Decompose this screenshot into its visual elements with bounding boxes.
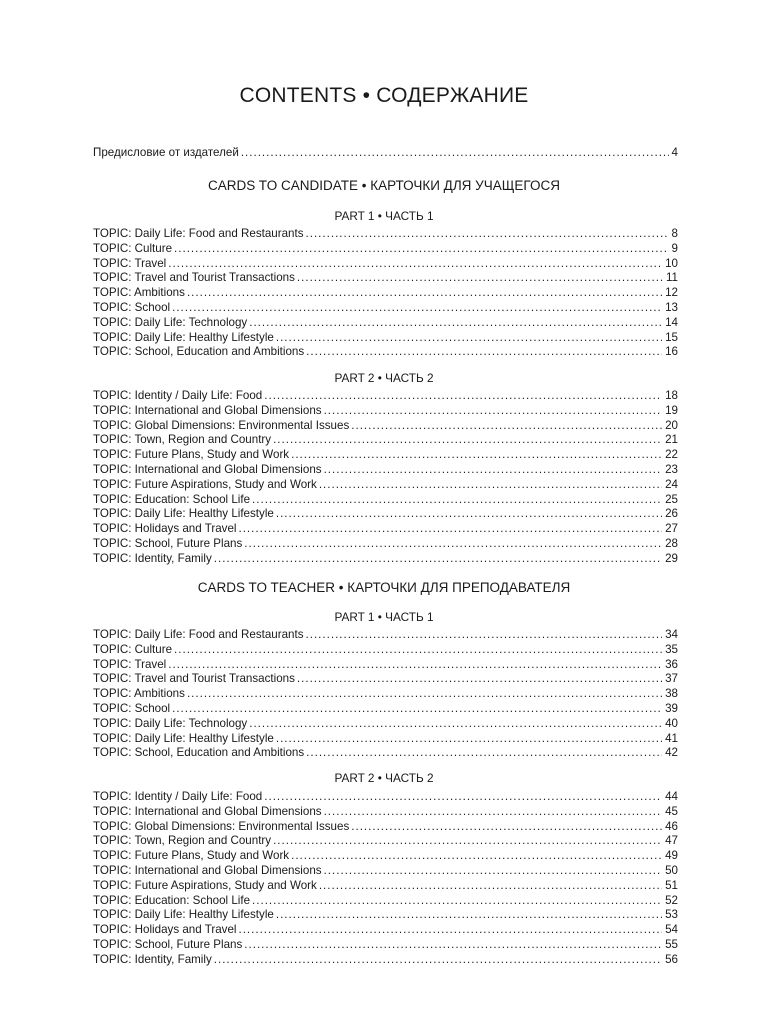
- toc-label: TOPIC: Future Aspirations, Study and Work: [93, 878, 317, 892]
- toc-label: TOPIC: Future Plans, Study and Work: [93, 849, 290, 863]
- toc-label: TOPIC: Daily Life: Food and Restaurants: [93, 628, 304, 641]
- toc-label: TOPIC: Holidays and Travel: [93, 923, 237, 937]
- toc-row[interactable]: [93, 316, 678, 331]
- section-heading-candidate: CARDS TO CANDIDATE • КАРТОЧКИ ДЛЯ УЧАЩЕГОСЯ: [208, 178, 560, 193]
- dot-leader: [252, 493, 662, 508]
- toc-list-candidate-part2: [93, 389, 678, 567]
- toc-row[interactable]: [93, 805, 678, 820]
- toc-row[interactable]: [93, 257, 678, 272]
- toc-row[interactable]: [93, 702, 678, 717]
- toc-page-number: 10: [665, 256, 678, 270]
- toc-label: TOPIC: Culture: [93, 642, 173, 656]
- toc-row[interactable]: [93, 493, 678, 508]
- toc-page-number: 42: [665, 746, 678, 760]
- toc-row[interactable]: [93, 478, 678, 493]
- toc-page-number: 16: [665, 345, 678, 359]
- toc-row[interactable]: [93, 463, 678, 478]
- toc-label: TOPIC: School, Education and Ambitions: [93, 345, 305, 359]
- toc-label: TOPIC: Education: School Life: [93, 893, 251, 907]
- dot-leader: [168, 257, 662, 272]
- dot-leader: [244, 938, 662, 953]
- dot-leader: [306, 227, 669, 242]
- dot-leader: [291, 448, 662, 463]
- toc-page-number: 35: [665, 642, 678, 656]
- toc-row[interactable]: [93, 894, 678, 909]
- toc-label: TOPIC: School, Future Plans: [93, 937, 243, 951]
- toc-row[interactable]: [93, 938, 678, 953]
- dot-leader: [214, 953, 662, 968]
- toc-page-number: 54: [665, 923, 678, 937]
- toc-label: TOPIC: Identity, Family: [93, 952, 212, 966]
- dot-leader: [214, 552, 662, 567]
- dot-leader: [276, 331, 662, 346]
- toc-row[interactable]: [93, 345, 678, 360]
- toc-label: TOPIC: Culture: [93, 241, 173, 255]
- dot-leader: [264, 389, 662, 404]
- toc-page-number: 25: [665, 492, 678, 506]
- dot-leader: [306, 746, 662, 761]
- dot-leader: [324, 864, 663, 879]
- toc-row[interactable]: [93, 448, 678, 463]
- dot-leader: [291, 849, 662, 864]
- toc-row[interactable]: [93, 146, 678, 161]
- toc-row[interactable]: [93, 908, 678, 923]
- dot-leader: [187, 286, 662, 301]
- dot-leader: [168, 658, 662, 673]
- toc-label: TOPIC: International and Global Dimensions: [93, 403, 322, 417]
- toc-label: TOPIC: Travel and Tourist Transactions: [93, 271, 295, 285]
- toc-row[interactable]: [93, 864, 678, 879]
- toc-label: TOPIC: Future Plans, Study and Work: [93, 448, 290, 462]
- toc-page-number: 22: [665, 448, 678, 462]
- dot-leader: [297, 672, 662, 687]
- toc-row[interactable]: [93, 790, 678, 805]
- dot-leader: [297, 271, 663, 286]
- section-heading-teacher: CARDS TO TEACHER • КАРТОЧКИ ДЛЯ ПРЕПОДАВАТЕЛЯ: [197, 580, 571, 595]
- toc-row[interactable]: [93, 389, 678, 404]
- dot-leader: [174, 643, 662, 658]
- toc-label: TOPIC: Ambitions: [93, 286, 185, 300]
- toc-label: Предисловие от издателей: [93, 146, 239, 159]
- dot-leader: [238, 923, 662, 938]
- toc-row[interactable]: [93, 301, 678, 316]
- page-title: CONTENTS • СОДЕРЖАНИЕ: [239, 84, 529, 107]
- toc-row[interactable]: [93, 746, 678, 761]
- toc-page-number: 47: [665, 834, 678, 848]
- toc-row[interactable]: [93, 628, 678, 643]
- part-heading: PART 2 • ЧАСТЬ 2: [334, 371, 434, 385]
- dot-leader: [172, 301, 662, 316]
- dot-leader: [276, 732, 662, 747]
- dot-leader: [172, 702, 662, 717]
- toc-row[interactable]: [93, 522, 678, 537]
- part-heading: PART 1 • ЧАСТЬ 1: [334, 610, 434, 624]
- toc-row[interactable]: [93, 834, 678, 849]
- toc-page-number: 12: [665, 286, 678, 300]
- toc-page-number: 55: [665, 937, 678, 951]
- toc-label: TOPIC: Identity / Daily Life: Food: [93, 790, 263, 803]
- toc-page-number: 37: [665, 672, 678, 686]
- toc-row[interactable]: [93, 717, 678, 732]
- toc-row[interactable]: [93, 552, 678, 567]
- toc-label: TOPIC: School, Future Plans: [93, 536, 243, 550]
- dot-leader: [241, 146, 669, 161]
- toc-label: TOPIC: Town, Region and Country: [93, 834, 272, 848]
- part-heading: PART 2 • ЧАСТЬ 2: [334, 771, 434, 785]
- toc-page-number: 34: [665, 628, 678, 641]
- toc-label: TOPIC: International and Global Dimensions: [93, 863, 322, 877]
- toc-page-number: 46: [665, 819, 678, 833]
- dot-leader: [174, 242, 669, 257]
- toc-label: TOPIC: Daily Life: Technology: [93, 716, 248, 730]
- toc-page-number: 51: [665, 878, 678, 892]
- toc-page-number: 44: [665, 790, 678, 803]
- toc-label: TOPIC: School: [93, 300, 171, 314]
- toc-row[interactable]: [93, 820, 678, 835]
- toc-label: TOPIC: Daily Life: Healthy Lifestyle: [93, 507, 274, 521]
- dot-leader: [306, 628, 663, 643]
- preface-entry: [93, 146, 678, 161]
- toc-row[interactable]: [93, 687, 678, 702]
- toc-label: TOPIC: Travel: [93, 256, 167, 270]
- toc-label: TOPIC: Daily Life: Food and Restaurants: [93, 227, 304, 240]
- toc-row[interactable]: [93, 732, 678, 747]
- toc-row[interactable]: [93, 879, 678, 894]
- toc-row[interactable]: [93, 227, 678, 242]
- toc-page-number: 45: [665, 804, 678, 818]
- dot-leader: [351, 820, 662, 835]
- toc-page-number: 52: [665, 893, 678, 907]
- dot-leader: [273, 834, 662, 849]
- toc-row[interactable]: [93, 433, 678, 448]
- toc-row[interactable]: [93, 849, 678, 864]
- toc-page-number: 56: [665, 952, 678, 966]
- toc-page-number: 28: [665, 536, 678, 550]
- toc-row[interactable]: [93, 923, 678, 938]
- toc-list-candidate-part1: [93, 227, 678, 360]
- toc-label: TOPIC: International and Global Dimensions: [93, 462, 322, 476]
- dot-leader: [249, 717, 662, 732]
- toc-row[interactable]: [93, 658, 678, 673]
- toc-label: TOPIC: Future Aspirations, Study and Work: [93, 477, 317, 491]
- toc-label: TOPIC: Daily Life: Healthy Lifestyle: [93, 731, 274, 745]
- dot-leader: [187, 687, 662, 702]
- toc-page-number: 36: [665, 657, 678, 671]
- toc-list-teacher-part2: [93, 790, 678, 968]
- toc-page-number: 27: [665, 522, 678, 536]
- toc-label: TOPIC: Ambitions: [93, 687, 185, 701]
- toc-page-number: 26: [665, 507, 678, 521]
- toc-row[interactable]: [93, 242, 678, 257]
- toc-row[interactable]: [93, 672, 678, 687]
- toc-row[interactable]: [93, 271, 678, 286]
- toc-label: TOPIC: Education: School Life: [93, 492, 251, 506]
- dot-leader: [351, 419, 662, 434]
- toc-label: TOPIC: Identity, Family: [93, 551, 212, 565]
- toc-page-number: 29: [665, 551, 678, 565]
- dot-leader: [276, 908, 662, 923]
- toc-page-number: 24: [665, 477, 678, 491]
- toc-label: TOPIC: Daily Life: Healthy Lifestyle: [93, 908, 274, 922]
- dot-leader: [324, 805, 663, 820]
- part-heading: PART 1 • ЧАСТЬ 1: [334, 209, 434, 223]
- toc-page-number: 11: [665, 271, 678, 285]
- toc-list-teacher-part1: [93, 628, 678, 761]
- toc-page-number: 15: [665, 330, 678, 344]
- toc-page-number: 8: [671, 227, 678, 240]
- toc-row[interactable]: [93, 404, 678, 419]
- toc-page-number: 13: [665, 300, 678, 314]
- toc-label: TOPIC: Town, Region and Country: [93, 433, 272, 447]
- dot-leader: [252, 894, 662, 909]
- toc-label: TOPIC: Global Dimensions: Environmental Issues: [93, 418, 350, 432]
- toc-page-number: 40: [665, 716, 678, 730]
- toc-page-number: 14: [665, 315, 678, 329]
- dot-leader: [238, 522, 662, 537]
- toc-row[interactable]: [93, 953, 678, 968]
- toc-label: TOPIC: Daily Life: Healthy Lifestyle: [93, 330, 274, 344]
- toc-label: TOPIC: International and Global Dimensions: [93, 804, 322, 818]
- toc-row[interactable]: [93, 643, 678, 658]
- toc-page-number: 9: [671, 241, 678, 255]
- toc-label: TOPIC: Travel and Tourist Transactions: [93, 672, 295, 686]
- dot-leader: [324, 463, 663, 478]
- toc-page-number: 50: [665, 863, 678, 877]
- dot-leader: [249, 316, 662, 331]
- dot-leader: [273, 433, 662, 448]
- toc-page-number: 4: [671, 146, 678, 159]
- toc-page-number: 53: [665, 908, 678, 922]
- dot-leader: [319, 478, 662, 493]
- toc-row[interactable]: [93, 419, 678, 434]
- toc-label: TOPIC: Global Dimensions: Environmental Issues: [93, 819, 350, 833]
- toc-page-number: 49: [665, 849, 678, 863]
- dot-leader: [324, 404, 663, 419]
- toc-page-number: 38: [665, 687, 678, 701]
- dot-leader: [244, 537, 662, 552]
- dot-leader: [306, 345, 662, 360]
- toc-row[interactable]: [93, 507, 678, 522]
- toc-label: TOPIC: Identity / Daily Life: Food: [93, 389, 263, 402]
- toc-page-number: 21: [665, 433, 678, 447]
- toc-label: TOPIC: School, Education and Ambitions: [93, 746, 305, 760]
- toc-page-number: 19: [665, 403, 678, 417]
- toc-label: TOPIC: Daily Life: Technology: [93, 315, 248, 329]
- toc-page-number: 18: [665, 389, 678, 402]
- toc-page-number: 39: [665, 701, 678, 715]
- toc-row[interactable]: [93, 537, 678, 552]
- dot-leader: [264, 790, 662, 805]
- toc-row[interactable]: [93, 331, 678, 346]
- dot-leader: [276, 507, 662, 522]
- toc-page-number: 41: [665, 731, 678, 745]
- toc-page-number: 20: [665, 418, 678, 432]
- toc-page-number: 23: [665, 462, 678, 476]
- toc-row[interactable]: [93, 286, 678, 301]
- toc-label: TOPIC: School: [93, 701, 171, 715]
- toc-label: TOPIC: Travel: [93, 657, 167, 671]
- dot-leader: [319, 879, 662, 894]
- toc-label: TOPIC: Holidays and Travel: [93, 522, 237, 536]
